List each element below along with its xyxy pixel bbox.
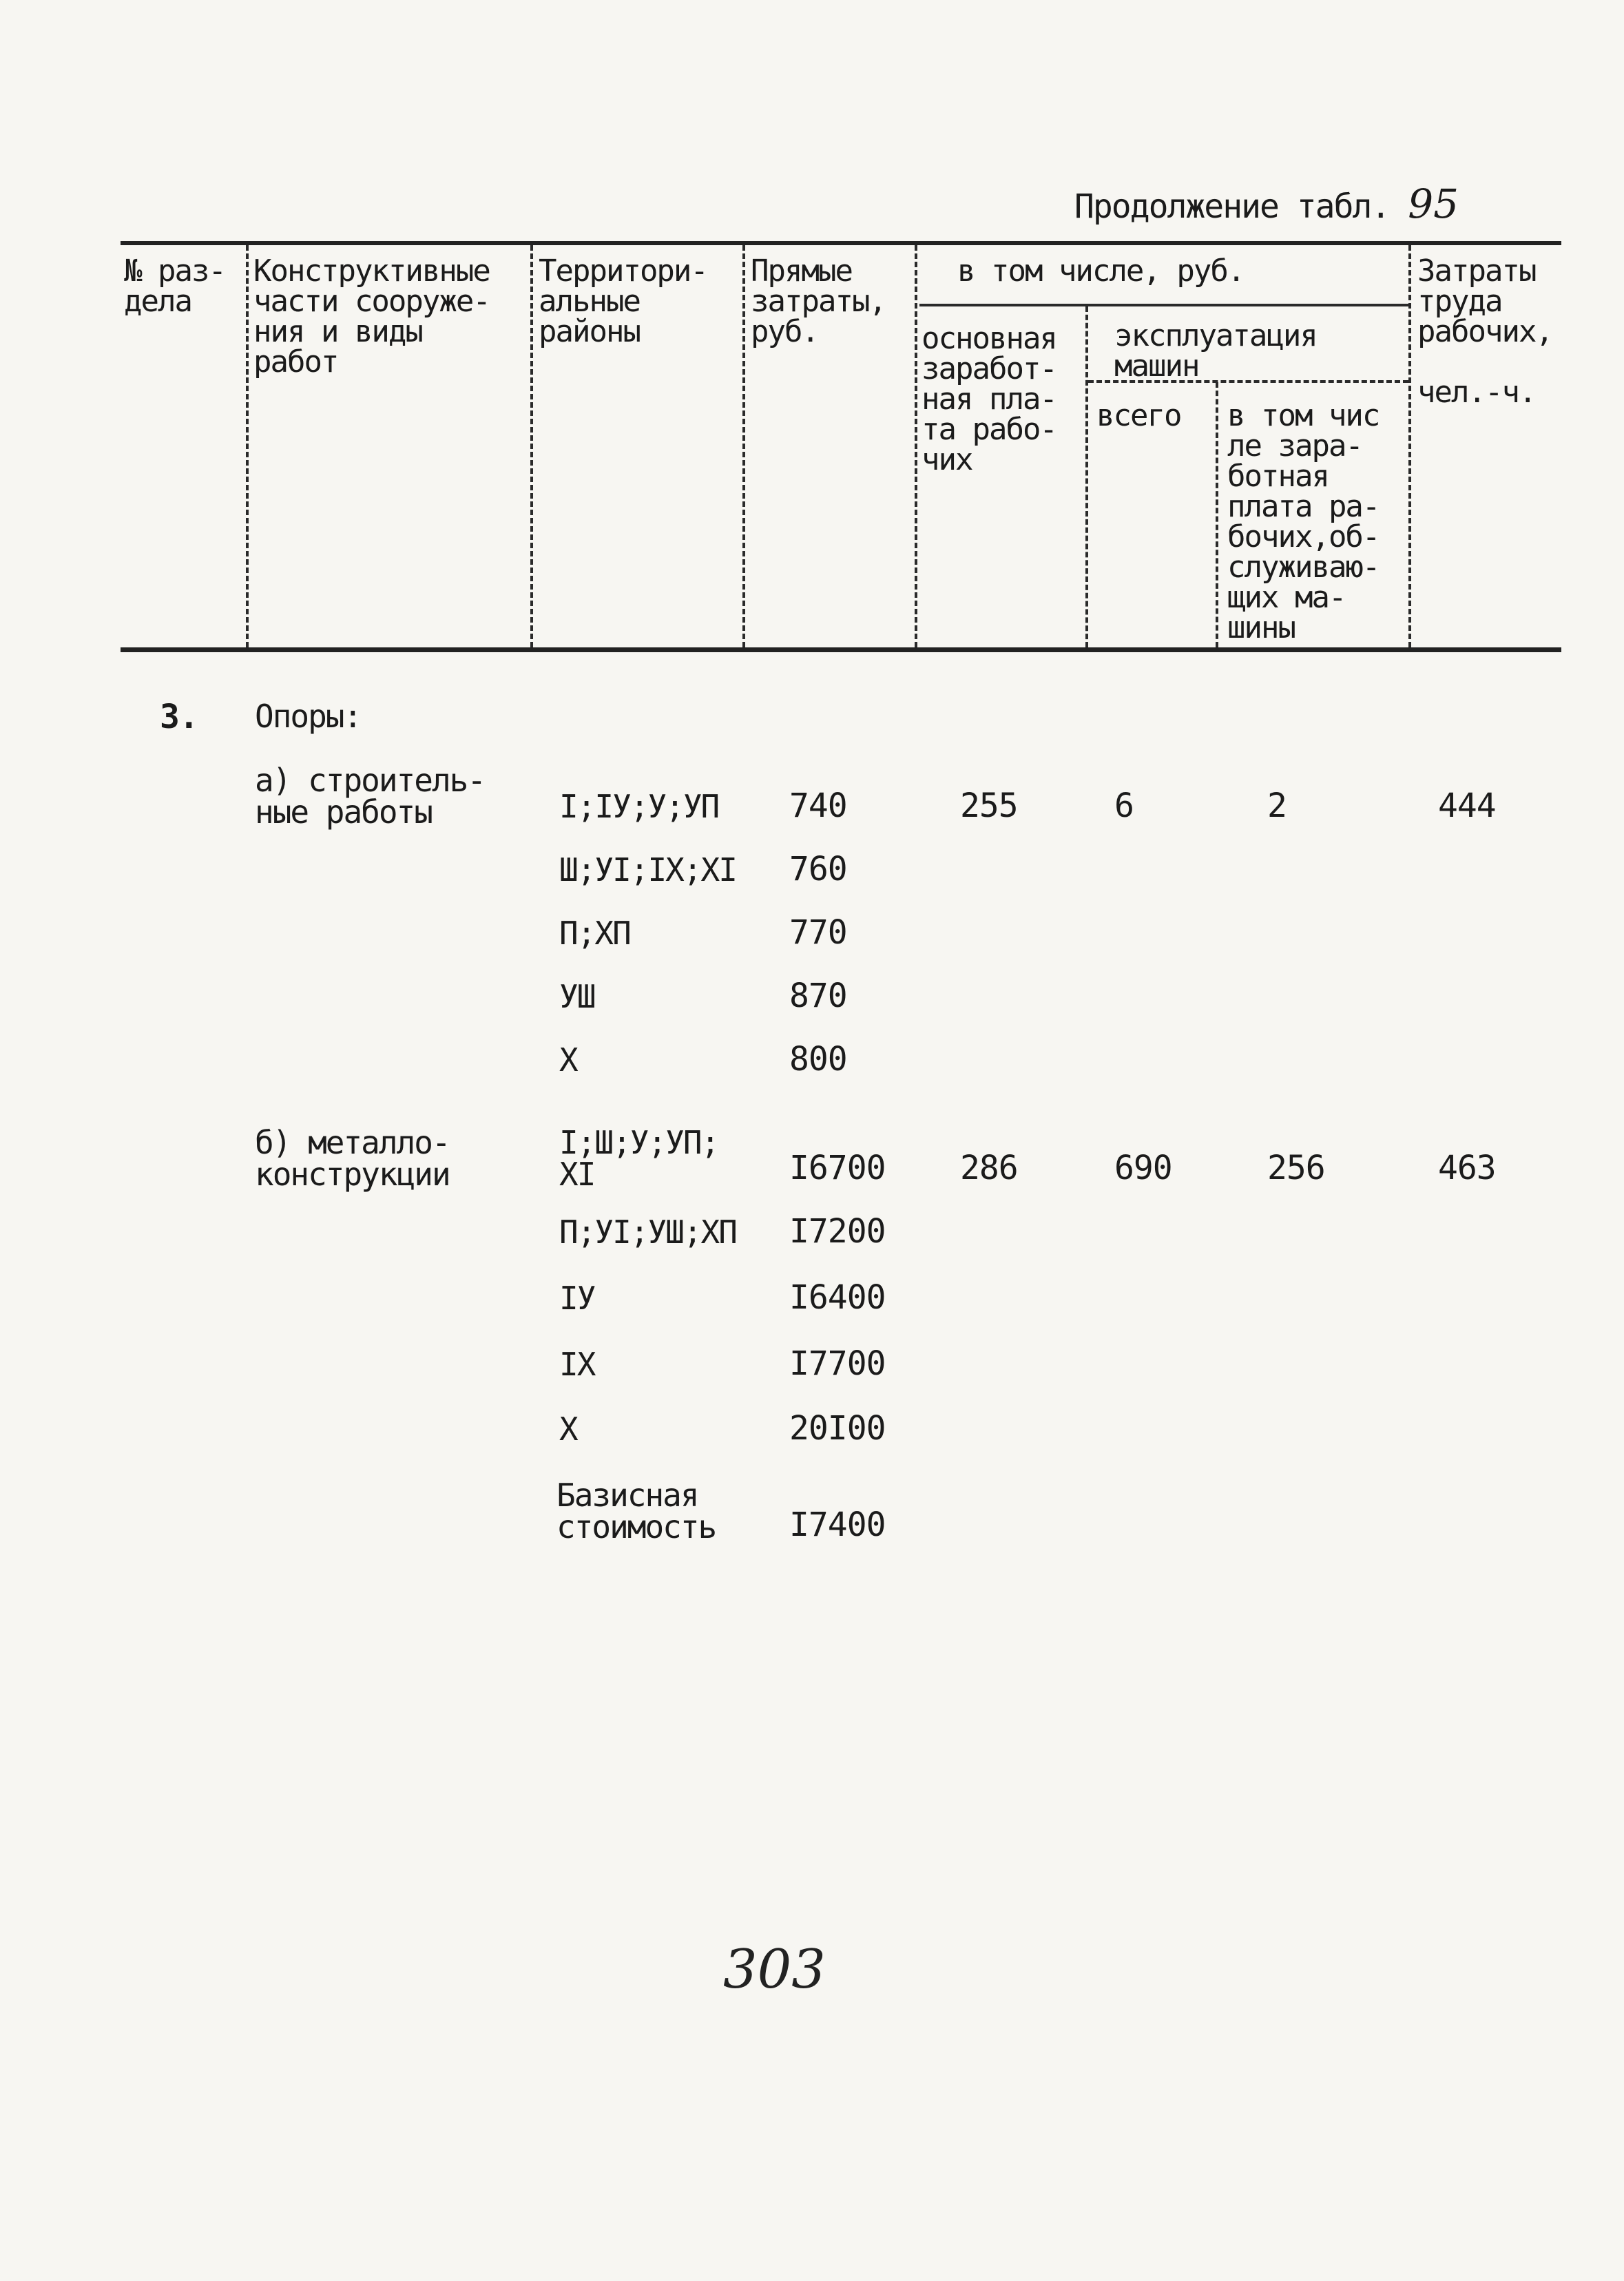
machines-total-cell: 6 — [1114, 787, 1134, 825]
base-wages-cell: 255 — [960, 787, 1018, 825]
header-machines-wages: в том чис ле зара- ботная плата ра- бочих,об- служиваю- щих ма- шины — [1227, 398, 1380, 645]
header-section-number: № раз- дела — [124, 253, 225, 319]
table-caption — [1074, 180, 1459, 227]
header-machines-total: всего — [1096, 398, 1181, 433]
section-number: 3. — [160, 698, 198, 736]
column-divider — [1408, 245, 1411, 647]
direct-cost-cell: 760 — [789, 850, 847, 888]
header-labor-unit: чел.-ч. — [1417, 375, 1536, 410]
base-wages-cell: 286 — [960, 1149, 1018, 1187]
header-base-wages: основная заработ- ная пла- та рабо- чих — [922, 321, 1056, 477]
header-direct-costs: Прямые затраты, руб. — [751, 253, 886, 349]
region-cell: IX — [559, 1346, 595, 1383]
direct-cost-cell: I7400 — [789, 1506, 886, 1544]
header-group-including: в том числе, руб. — [957, 253, 1245, 289]
header-labor-costs: Затраты труда рабочих, — [1417, 253, 1552, 349]
machines-wages-cell: 2 — [1267, 787, 1287, 825]
column-divider — [915, 245, 917, 647]
group-rule — [919, 304, 1408, 306]
machines-wages-cell: 256 — [1267, 1149, 1325, 1187]
direct-cost-cell: I7700 — [789, 1344, 886, 1383]
direct-cost-cell: 800 — [789, 1040, 847, 1079]
header-structural-parts: Конструктивные части сооруже- ния и виды работ — [253, 253, 490, 379]
region-cell: I;IУ;У;УП — [559, 788, 719, 825]
region-cell: УШ — [559, 978, 595, 1015]
region-cell: X — [559, 1041, 577, 1079]
column-divider — [246, 245, 249, 647]
item-name: а) строитель- ные работы — [255, 762, 486, 831]
header-territorial-regions: Территори- альные районы — [539, 253, 707, 349]
item-name: б) металло- конструкции — [255, 1124, 450, 1193]
region-cell: П;УI;УШ;XП — [559, 1214, 736, 1251]
direct-cost-cell: I6400 — [789, 1278, 886, 1317]
region-cell: IУ — [559, 1280, 595, 1317]
header-bottom-rule — [121, 647, 1561, 652]
direct-cost-cell: I7200 — [789, 1212, 886, 1251]
region-cell: Базисная стоимость — [556, 1477, 716, 1545]
header-top-rule — [121, 241, 1561, 245]
labor-cell: 463 — [1438, 1149, 1496, 1187]
column-divider — [530, 245, 533, 647]
direct-cost-cell: 740 — [789, 787, 847, 825]
machines-total-cell: 690 — [1114, 1149, 1172, 1187]
region-cell: П;XП — [559, 915, 630, 952]
header-machine-operation: эксплуатация машин — [1114, 318, 1317, 384]
column-divider — [742, 245, 745, 647]
section-title: Опоры: — [255, 698, 362, 735]
region-cell: X — [559, 1410, 577, 1448]
column-divider — [1216, 382, 1218, 647]
page-number: 303 — [723, 1939, 826, 2001]
table-number: 95 — [1408, 180, 1459, 227]
labor-cell: 444 — [1438, 787, 1496, 825]
direct-cost-cell: 870 — [789, 977, 847, 1015]
column-divider — [1085, 306, 1088, 647]
caption-text: Продолжение табл. — [1074, 187, 1390, 226]
region-cell: I;Ш;У;УП; XI — [559, 1124, 719, 1193]
direct-cost-cell: I6700 — [789, 1149, 886, 1187]
region-cell: Ш;УI;IX;XI — [559, 851, 736, 888]
direct-cost-cell: 20I00 — [789, 1409, 886, 1448]
direct-cost-cell: 770 — [789, 913, 847, 952]
